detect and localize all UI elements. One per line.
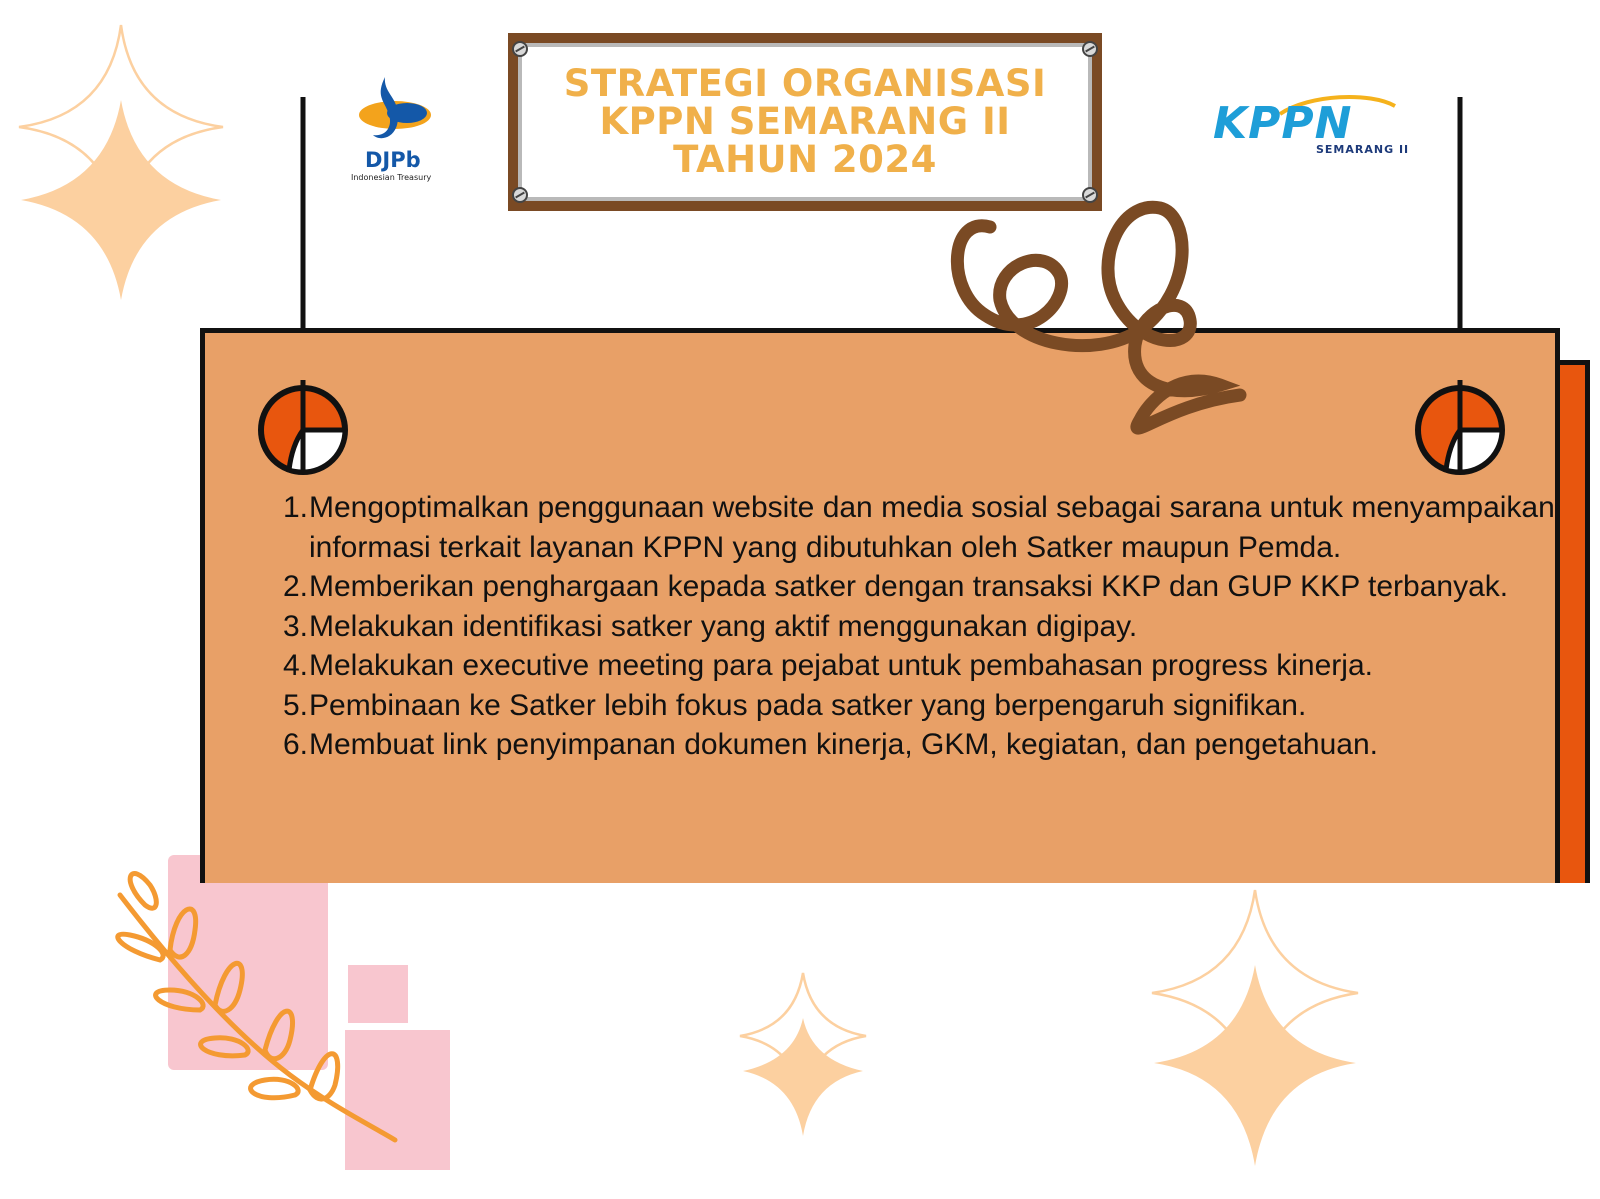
screw-icon [1082,41,1098,57]
djpb-logo-tagline: Indonesian Treasury [351,173,432,182]
list-item [270,725,1560,765]
list-item-text: Membuat link penyimpanan dokumen kinerja, GKM, kegiatan, dan pengetahuan. [309,728,1378,761]
screw-icon [512,187,528,203]
list-item-text: Melakukan identifikasi satker yang aktif menggunakan digipay. [309,609,1138,643]
djpb-logo-text: DJPb [365,148,421,172]
list-item [270,567,1560,607]
sparkle-filled-icon [1154,965,1356,1166]
page-title-line-1: STRATEGI ORGANISASI [563,62,1047,105]
pink-square [168,855,328,1070]
list-item-text: Memberikan penghargaan kepada satker dengan transaksi KKP dan GUP KKP terbanyak. [309,570,1509,603]
list-item [270,607,1560,647]
screw-icon [512,41,528,57]
list-item-text: Melakukan executive meeting para pejabat untuk pembahasan progress kinerja. [309,649,1373,682]
list-item-number: 6. [282,728,308,761]
list-item-number: 2. [282,570,308,603]
list-item-number: 4. [282,649,308,682]
strategy-list [270,488,1560,765]
page-title-line-3: TAHUN 2024 [673,138,937,181]
kppn-logo-text: KPPN [1213,98,1353,149]
screw-icon [1082,187,1098,203]
title-plaque [508,33,1102,211]
list-item-number: 5. [282,688,308,722]
list-item [270,646,1560,686]
list-item-text: Mengoptimalkan penggunaan website dan media sosial sebagai sarana untuk menyampaikan informasi terkait layanan KPPN yang dibutuhkan oleh Satker maupun Pemda. [309,491,1555,564]
sparkle-filled-icon [21,100,221,300]
panel-shadow [1558,360,1590,883]
kppn-logo-tagline: SEMARANG II [1316,143,1410,156]
title-plaque-inner [518,43,1092,201]
sparkle-filled-icon [743,1018,863,1136]
list-item [270,686,1560,726]
pink-square [348,965,408,1023]
list-item-number: 1. [282,491,308,524]
list-item-text: Pembinaan ke Satker lebih fokus pada satker yang berpengaruh signifikan. [309,688,1307,722]
list-item [270,488,1560,567]
pink-square [345,1030,450,1170]
list-item-number: 3. [282,609,308,643]
page-title-line-2: KPPN SEMARANG II [599,100,1011,143]
